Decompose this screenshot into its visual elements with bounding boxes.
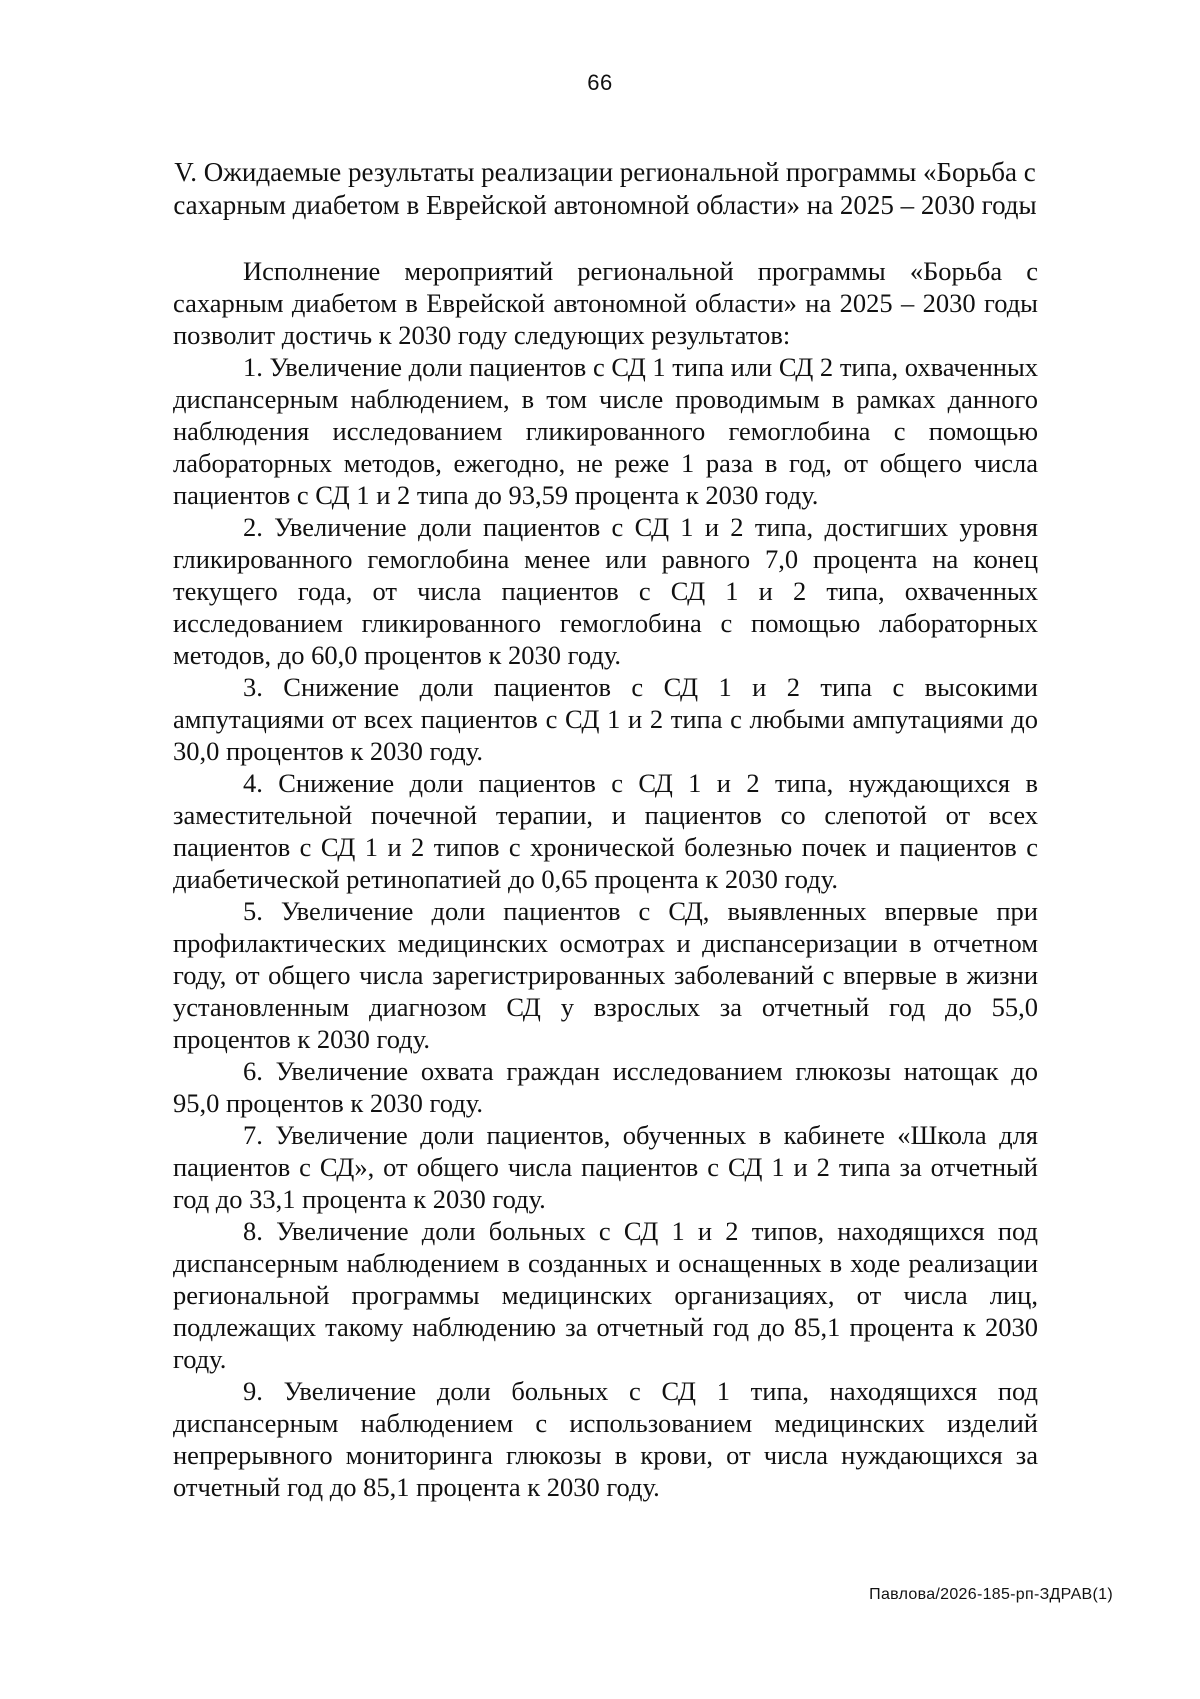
result-item-1: 1. Увеличение доли пациентов с СД 1 типа или СД 2 типа, охваченных диспансерным наблюдением, в том числе проводимым в рамках данного наблюдения исследованием гликированного гемоглобина с помощью лабораторных методов, ежегодно, не реже 1 раза в год, от общего числа пациентов с СД 1 и 2 типа до 93,59 процента к 2030 году. [173,352,1038,510]
result-item-7: 7. Увеличение доли пациентов, обученных в кабинете «Школа для пациентов с СД», от общего числа пациентов с СД 1 и 2 типа за отчетный год до 33,1 процента к 2030 году. [173,1120,1038,1214]
document-body [173,255,1038,1503]
result-item-5: 5. Увеличение доли пациентов с СД, выявленных впервые при профилактических медицинских осмотрах и диспансеризации в отчетном году, от общего числа зарегистрированных заболеваний с впервые в жизни установленным диагнозом СД у взрослых за отчетный год до 55,0 процентов к 2030 году. [173,896,1038,1054]
page-number: 66 [587,70,613,95]
section-title: V. Ожидаемые результаты реализации региональной программы «Борьба с сахарным диабетом в Еврейской автономной области» на 2025 – 2030 годы [173,157,1037,220]
result-item-2: 2. Увеличение доли пациентов с СД 1 и 2 типа, достигших уровня гликированного гемоглобина менее или равного 7,0 процента на конец текущего года, от числа пациентов с СД 1 и 2 типа, охваченных исследованием гликированного гемоглобина с помощью лабораторных методов, до 60,0 процентов к 2030 году. [173,512,1038,670]
document-code-footer: Павлова/2026-185-рп-ЗДРАВ(1) [869,1586,1113,1603]
result-item-8: 8. Увеличение доли больных с СД 1 и 2 типов, находящихся под диспансерным наблюдением в созданных и оснащенных в ходе реализации региональной программы медицинских организациях, от числа лиц, подлежащих такому наблюдению за отчетный год до 85,1 процента к 2030 году. [173,1216,1038,1374]
result-item-9: 9. Увеличение доли больных с СД 1 типа, находящихся под диспансерным наблюдением с использованием медицинских изделий непрерывного мониторинга глюкозы в крови, от числа нуждающихся за отчетный год до 85,1 процента к 2030 году. [173,1376,1038,1502]
intro-paragraph: Исполнение мероприятий региональной программы «Борьба с сахарным диабетом в Еврейской автономной области» на 2025 – 2030 годы позволит достичь к 2030 году следующих результатов: [173,256,1038,350]
result-item-6: 6. Увеличение охвата граждан исследованием глюкозы натощак до 95,0 процентов к 2030 году. [173,1056,1038,1118]
result-item-3: 3. Снижение доли пациентов с СД 1 и 2 типа с высокими ампутациями от всех пациентов с СД 1 и 2 типа с любыми ампутациями до 30,0 процентов к 2030 году. [173,672,1038,766]
result-item-4: 4. Снижение доли пациентов с СД 1 и 2 типа, нуждающихся в заместительной почечной терапии, и пациентов со слепотой от всех пациентов с СД 1 и 2 типов с хронической болезнью почек и пациентов с диабетической ретинопатией до 0,65 процента к 2030 году. [173,768,1038,894]
